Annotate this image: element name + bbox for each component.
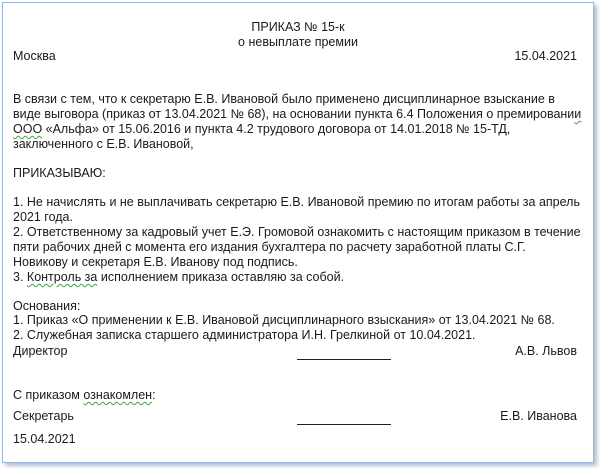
director-title: Директор (13, 344, 68, 358)
item-2-line-3: Новикову и секретаря Е.В. Иванову под подпись. (13, 255, 298, 269)
preamble-line-4: заключенного с Е.В. Ивановой, (13, 137, 194, 151)
order-date: 15.04.2021 (514, 49, 577, 63)
item-1-line-1: 1. Не начислять и не выплачивать секретарю Е.В. Ивановой премию по итогам работы за апрель (13, 195, 580, 209)
item-2-line-1: 2. Ответственному за кадровый учет Е.Э. Громовой ознакомить с настоящим приказом в течение (13, 225, 581, 239)
acknowledge-date: 15.04.2021 (13, 432, 76, 446)
employee-signature-line (297, 424, 391, 425)
order-word: ПРИКАЗЫВАЮ: (13, 166, 106, 180)
city: Москва (13, 49, 56, 63)
order-subtitle: о невыплате премии (238, 35, 358, 49)
order-title: ПРИКАЗ № 15-к (251, 20, 345, 34)
director-name: А.В. Львов (515, 344, 577, 358)
employee-position: Секретарь (13, 409, 74, 423)
preamble-line-1: В связи с тем, что к секретарю Е.В. Ивановой было применено дисциплинарное взыскание в (13, 92, 555, 106)
ground-2: 2. Служебная записка старшего администратора И.Н. Грелкиной от 10.04.2021. (13, 328, 476, 342)
document-frame (2, 2, 594, 463)
item-2-line-2: пяти рабочих дней с момента его издания бухгалтера по расчету заработной платы С.Г. (13, 240, 526, 254)
director-signature-line (297, 359, 391, 360)
acknowledge-label: С приказом ознакомлен: (13, 388, 156, 402)
ground-1: 1. Приказ «О применении к Е.В. Ивановой дисциплинарного взыскания» от 13.04.2021 № 68. (13, 313, 555, 327)
item-3: 3. Контроль за исполнением приказа оставляю за собой. (13, 270, 345, 284)
preamble-line-2: виде выговора (приказ от 13.04.2021 № 68), на основании пункта 6.4 Положения о премировании (13, 107, 582, 121)
preamble-line-3: ООО «Альфа» от 15.06.2016 и пункта 4.2 трудового договора от 14.01.2018 № 15-ТД, (13, 122, 511, 136)
item-1-line-2: 2021 года. (13, 210, 73, 224)
employee-name: Е.В. Иванова (500, 409, 577, 423)
grounds-label: Основания: (13, 299, 81, 313)
